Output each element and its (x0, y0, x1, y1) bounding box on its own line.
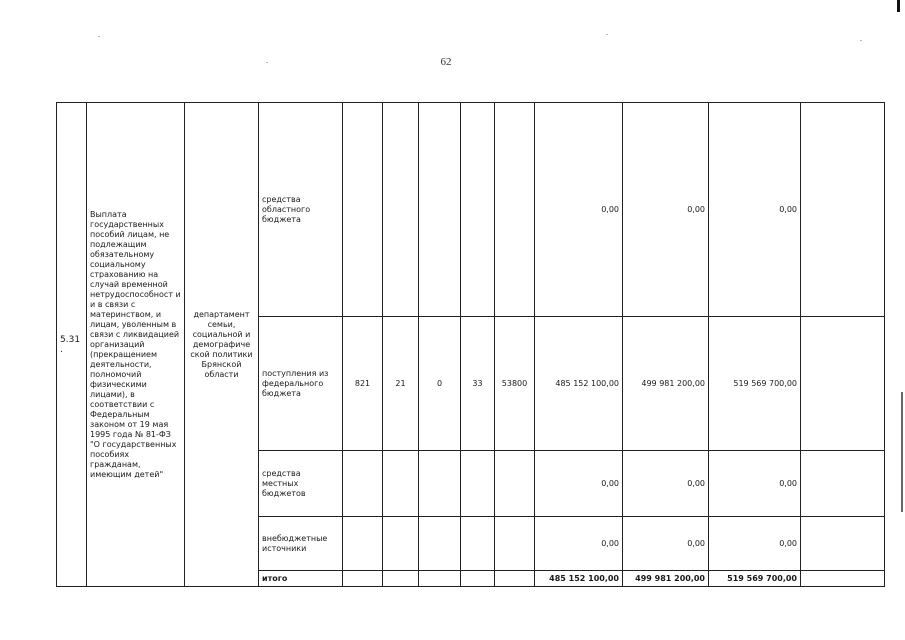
scan-edge-mark (901, 392, 903, 512)
amount-year-1: 485 152 100,00 (535, 571, 623, 587)
code-cell: 821 (343, 317, 383, 451)
amount-year-2: 499 981 200,00 (623, 571, 709, 587)
funding-source: внебюджетные источники (259, 517, 343, 571)
funding-source: поступления из федерального бюджета (259, 317, 343, 451)
row-index-dot: . (60, 344, 63, 355)
amount-year-3: 0,00 (709, 451, 801, 517)
code-cell (495, 517, 535, 571)
empty-cell (801, 103, 885, 317)
code-cell (419, 103, 461, 317)
amount-year-2: 0,00 (623, 103, 709, 317)
code-cell: 53800 (495, 317, 535, 451)
funding-source: средства местных бюджетов (259, 451, 343, 517)
amount-year-1: 485 152 100,00 (535, 317, 623, 451)
code-cell (419, 451, 461, 517)
table-row (57, 103, 885, 317)
code-cell (495, 103, 535, 317)
code-cell (419, 517, 461, 571)
code-cell (343, 103, 383, 317)
code-cell: 0 (419, 317, 461, 451)
code-cell (461, 517, 495, 571)
code-cell: 21 (383, 317, 419, 451)
code-cell: 33 (461, 317, 495, 451)
amount-year-2: 499 981 200,00 (623, 317, 709, 451)
amount-year-3: 519 569 700,00 (709, 571, 801, 587)
amount-year-1: 0,00 (535, 103, 623, 317)
amount-year-2: 0,00 (623, 451, 709, 517)
code-cell (461, 451, 495, 517)
code-cell (495, 451, 535, 517)
code-cell (343, 571, 383, 587)
amount-year-3: 0,00 (709, 517, 801, 571)
code-cell (343, 451, 383, 517)
scan-speck (860, 40, 862, 41)
scan-speck (98, 36, 100, 37)
funding-source: итого (259, 571, 343, 587)
code-cell (495, 571, 535, 587)
code-cell (343, 517, 383, 571)
amount-year-2: 0,00 (623, 517, 709, 571)
amount-year-3: 519 569 700,00 (709, 317, 801, 451)
empty-cell (801, 517, 885, 571)
measure-description: Выплата государственных пособий лицам, не подлежащим обязательному социальному страхованию на случай временной нетрудоспособност и и в связи с материнством, и лицам, уволенным в связи с ликвидацией организаций (прекращением деятельности, полномочий физическими лицами), в соответствии с Федеральным законом от 19 мая 1995 года № 81-ФЗ "О государственных пособиях гражданам, имеющим детей" (87, 103, 185, 587)
row-index-cell (57, 103, 87, 587)
budget-table (56, 102, 885, 587)
code-cell (461, 571, 495, 587)
scan-edge-mark (897, 0, 900, 12)
code-cell (383, 103, 419, 317)
amount-year-1: 0,00 (535, 451, 623, 517)
amount-year-1: 0,00 (535, 517, 623, 571)
code-cell (383, 517, 419, 571)
empty-cell (801, 571, 885, 587)
scan-speck (266, 62, 268, 63)
empty-cell (801, 451, 885, 517)
responsible-department: департамент семьи, социальной и демографиче ской политики Брянской области (185, 103, 259, 587)
scan-speck (606, 34, 608, 35)
amount-year-3: 0,00 (709, 103, 801, 317)
empty-cell (801, 317, 885, 451)
code-cell (383, 451, 419, 517)
row-index: 5.31 (60, 334, 81, 345)
code-cell (383, 571, 419, 587)
code-cell (419, 571, 461, 587)
page-number: 62 (440, 56, 452, 68)
code-cell (461, 103, 495, 317)
funding-source: средства областного бюджета (259, 103, 343, 317)
